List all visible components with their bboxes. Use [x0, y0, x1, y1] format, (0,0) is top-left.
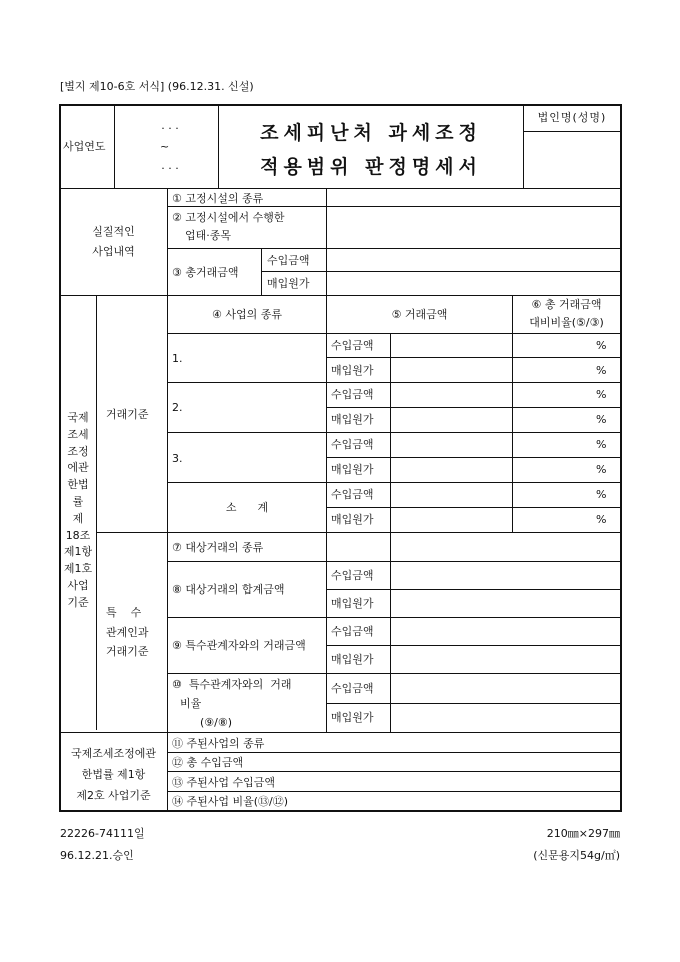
item9-purchase-field[interactable]	[392, 647, 619, 672]
row1-purchase-label: 매입원가	[331, 364, 374, 377]
row1-income-pct: %	[596, 339, 607, 352]
item14-label: ⑭ 주된사업 비율(⑬/⑫)	[172, 795, 289, 808]
item8-purchase-field[interactable]	[392, 591, 619, 616]
date-to-dots: · · ·	[161, 162, 179, 175]
subtotal-income-label: 수입금액	[331, 488, 374, 501]
section1-label-line2: 사업내역	[92, 245, 135, 258]
row2-income-pct: %	[596, 388, 607, 401]
row2-purchase-field[interactable]	[392, 409, 510, 431]
row1-income-label: 수입금액	[331, 339, 374, 352]
item7-field[interactable]	[392, 535, 619, 559]
item10-income-label: 수입금액	[331, 682, 374, 695]
form-number: 22226-74111일	[60, 827, 145, 840]
item2-label-line1: ② 고정시설에서 수행한	[172, 211, 285, 224]
row1-purchase-field[interactable]	[392, 359, 510, 381]
item14-field[interactable]	[328, 793, 619, 809]
item8-income-label: 수입금액	[331, 569, 374, 582]
item7-label: ⑦ 대상거래의 종류	[172, 541, 264, 554]
item12-label: ⑫ 총 수입금액	[172, 756, 244, 769]
item8-purchase-label: 매입원가	[331, 597, 374, 610]
business-row-3-name: 3.	[172, 452, 183, 465]
item3-purchase-field[interactable]	[328, 273, 619, 294]
subtotal-income-pct: %	[596, 488, 607, 501]
item3-label: ③ 총거래금액	[172, 266, 239, 279]
item1-label: ① 고정시설의 종류	[172, 192, 264, 205]
col4-header: ④ 사업의 종류	[212, 308, 282, 321]
subtotal-purchase-pct: %	[596, 513, 607, 526]
item12-field[interactable]	[328, 754, 619, 770]
item13-field[interactable]	[328, 773, 619, 790]
section3-label-line3: 제2호 사업기준	[76, 789, 151, 802]
approval-date: 96.12.21.승인	[60, 849, 134, 862]
section3-label-line1: 국제조세조정에관	[70, 747, 156, 760]
item10-label-line1: ⑩ 특수관계자와의 거래	[172, 678, 292, 691]
date-tilde: ~	[160, 140, 170, 153]
item1-field[interactable]	[328, 190, 619, 205]
item10-purchase-field[interactable]	[392, 705, 619, 731]
item2-label-line2: 업태·종목	[185, 229, 232, 242]
business-row-2-name: 2.	[172, 401, 183, 414]
col6-header-line1: ⑥ 총 거래금액	[531, 298, 602, 311]
item10-income-field[interactable]	[392, 675, 619, 702]
row2-purchase-label: 매입원가	[331, 413, 374, 426]
paper-size: 210㎜×297㎜	[546, 827, 620, 840]
item9-purchase-label: 매입원가	[331, 653, 374, 666]
row3-income-label: 수입금액	[331, 438, 374, 451]
trade-basis-label: 거래기준	[106, 408, 149, 421]
business-year-label: 사업연도	[63, 140, 106, 153]
paper-type: (신문용지54g/㎡)	[533, 849, 620, 862]
subtotal-purchase-field[interactable]	[392, 509, 510, 531]
item8-label: ⑧ 대상거래의 합계금액	[172, 583, 285, 596]
row2-income-field[interactable]	[392, 384, 510, 406]
item11-label: ⑪ 주된사업의 종류	[172, 737, 265, 750]
corp-name-label: 법인명(성명)	[537, 111, 607, 124]
date-from-dots: · · ·	[161, 122, 179, 135]
item2-field[interactable]	[328, 208, 619, 246]
corp-name-field[interactable]	[526, 134, 618, 186]
section2-outer-label: 국제 조세 조정 에관 한법 률 제 18조 제1항 제1호 사업 기준	[63, 411, 93, 609]
item9-label: ⑨ 특수관계자와의 거래금액	[172, 639, 306, 652]
form-title-line1: 조세피난처 과세조정	[260, 122, 482, 144]
special-label-line3: 거래기준	[106, 645, 149, 658]
item10-label-line2: 비율	[180, 697, 202, 710]
item9-income-label: 수입금액	[331, 625, 374, 638]
row1-income-field[interactable]	[392, 335, 510, 356]
subtotal-purchase-label: 매입원가	[331, 513, 374, 526]
header-note: [별지 제10-6호 서식] (96.12.31. 신설)	[60, 80, 254, 93]
section1-label-line1: 실질적인	[92, 225, 135, 238]
item8-income-field[interactable]	[392, 563, 619, 588]
item3-purchase-label: 매입원가	[267, 277, 310, 290]
item9-income-field[interactable]	[392, 619, 619, 644]
row3-income-field[interactable]	[392, 434, 510, 456]
item3-income-field[interactable]	[328, 250, 619, 270]
special-label-line1: 특 수	[106, 606, 142, 619]
business-row-1-name: 1.	[172, 352, 183, 365]
col6-header-line2: 대비비율(⑤/③)	[529, 316, 604, 329]
item13-label: ⑬ 주된사업 수입금액	[172, 776, 276, 789]
row2-purchase-pct: %	[596, 413, 607, 426]
col5-header: ⑤ 거래금액	[391, 308, 448, 321]
item10-purchase-label: 매입원가	[331, 711, 374, 724]
subtotal-label: 소 계	[225, 501, 269, 514]
row3-purchase-pct: %	[596, 463, 607, 476]
row3-income-pct: %	[596, 438, 607, 451]
row3-purchase-field[interactable]	[392, 459, 510, 481]
row1-purchase-pct: %	[596, 364, 607, 377]
item3-income-label: 수입금액	[267, 254, 310, 267]
item10-label-line3: (⑨/⑧)	[200, 716, 233, 729]
item11-field[interactable]	[328, 734, 619, 751]
row3-purchase-label: 매입원가	[331, 463, 374, 476]
row2-income-label: 수입금액	[331, 388, 374, 401]
subtotal-income-field[interactable]	[392, 484, 510, 506]
form-title-line2: 적용범위 판정명세서	[260, 156, 482, 178]
special-label-line2: 관계인과	[106, 626, 149, 639]
section3-label-line2: 한법률 제1항	[81, 768, 146, 781]
